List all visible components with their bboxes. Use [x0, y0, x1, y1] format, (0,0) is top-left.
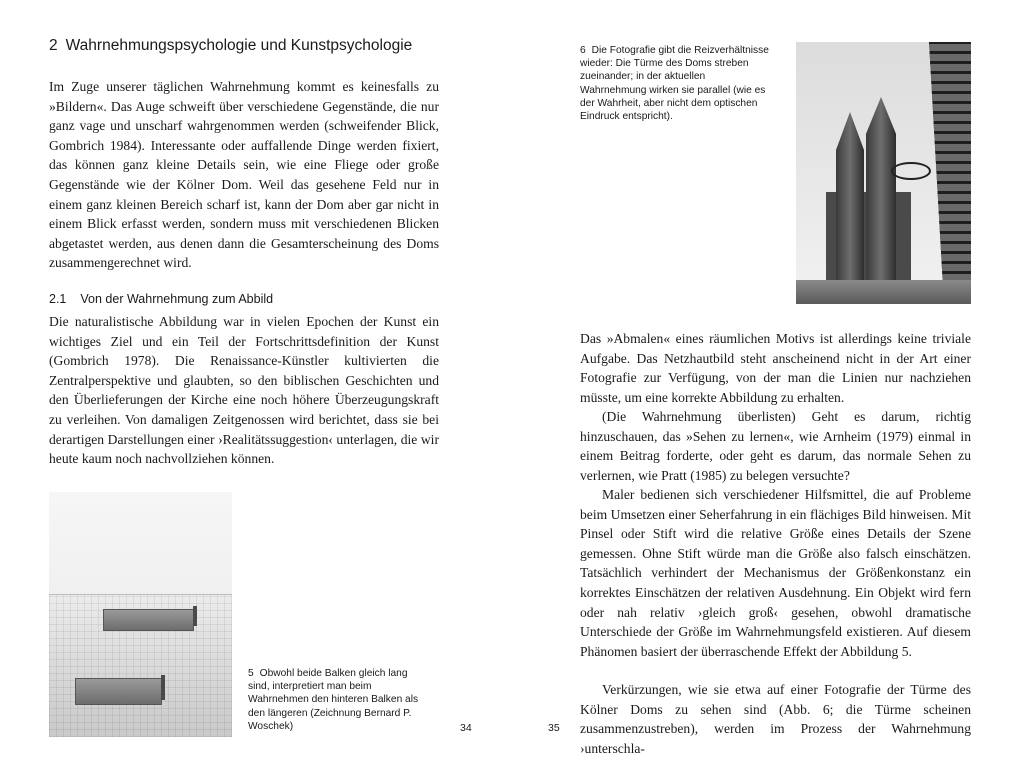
figure-5-beams-illustration	[49, 492, 232, 737]
page-number-left: 34	[460, 722, 472, 734]
horizon-line	[49, 594, 232, 595]
section-title: Von der Wahrnehmung zum Abbild	[80, 292, 274, 306]
figure-6-cologne-cathedral-photo	[796, 42, 971, 304]
figure-5-caption	[248, 667, 423, 733]
figure-6-number: 6	[580, 45, 586, 56]
figure-5-number: 5	[248, 668, 254, 679]
paragraph-intro: Im Zuge unserer täglichen Wahrnehmung kommt es keinesfalls zu »Bildern«. Das Auge schweift über verschiedene Gegenstände, die nur ganz vage und unscharf wahrgenommen werden (schweifender Blick, Gombrich 1984). Interessante oder auffallende Dinge werden fixiert, das können ganz kleine Details sein, wie eine Fliege oder große Gegenstände wie der Kölner Dom. Weil das gesehene Feld nur in einem ganz kleinen Bereich scharf ist, kann der Dom aber gar nicht in einem Blick erfasst werden, sondern muss mit verschiedenen Blicken abgetastet werden, aus denen dann die Gesamterscheinung des Doms zusammengerechnet wird.	[49, 79, 439, 271]
chapter-number: 2	[49, 37, 58, 54]
cathedral-tower-left	[836, 112, 864, 302]
front-beam	[75, 678, 162, 705]
right-paragraph-3: Maler bedienen sich verschiedener Hilfsmittel, die auf Probleme beim Umsetzen einer Seherfahrung in ein flächiges Bild hinweisen. Mit Pinsel oder Stift wird die relative Größe eines Details der Szene gemessen. Ohne Stift würde man die Größe also falsch einschätzen. Tatsächlich verhindert der Mechanismus der Größenkonstanz ein korrektes Einschätzen der relativen Ausdehnung. Ein Objekt wird fern oder nah relativ ›gleich groß‹ gesehen, obwohl dramatische Unterschiede der Größe im Wahrnehmungsfeld existieren. Auf diesem Phänomen basiert der überraschende Effekt der Abbildung 5.	[580, 487, 971, 659]
page-number-right: 35	[548, 722, 560, 734]
section-heading	[49, 292, 439, 306]
figure-6-caption	[580, 44, 770, 123]
cathedral-tower-right	[866, 97, 896, 302]
paragraph-section: Die naturalistische Abbildung war in vielen Epochen der Kunst ein wichtiges Ziel und ein Teil der Fortschrittsdefinition der Kunst (Gombrich 1978). Die Renaissance-Künstler kultivierten die Zentralperspektive und glaubten, so den biblischen Geschichten und den Überlieferungen der Kirche eine noch höhere Überzeugungskraft zu verleihen. Von damaligen Zeitgenossen wird berichtet, dass sie bei derartigen Darstellungen einer ›Realitätssuggestion‹ unterlagen, die wir heute kaum noch nachvollziehen können.	[49, 314, 439, 467]
section-number: 2.1	[49, 292, 67, 306]
figure-5-caption-text: Obwohl beide Balken gleich lang sind, interpretiert man beim Wahrnehmen den hinteren Balken als den längeren (Zeichnung Bernard P. Woschek)	[248, 668, 419, 732]
right-paragraph-2: (Die Wahrnehmung überlisten) Geht es darum, richtig hinzuschauen, das »Sehen zu lernen«, wie Arnheim (1979) einmal in einem Beitrag forderte, oder geht es darum, das normale Sehen zu verlernen, wie Pratt (1985) zu belegen versuchte?	[580, 409, 971, 483]
right-paragraph-1: Das »Abmalen« eines räumlichen Motivs ist allerdings keine triviale Aufgabe. Das Netzhautbild steht anscheinend nicht in der Art einer Fotografie zur Verfügung, von der man die Linien nur nachziehen müsste, um eine korrekte Abbildung zu erhalten.	[580, 331, 971, 405]
right-paragraph-4: Verkürzungen, wie sie etwa auf einer Fotografie der Türme des Kölner Doms zu sehen sind (Abb. 6; die Türme scheinen zusammenzustreben), werden im Prozess der Wahrnehmung ›unterschla-	[580, 682, 971, 756]
street-lamp	[891, 162, 931, 180]
plaza-ground	[796, 280, 971, 304]
chapter-heading	[49, 37, 449, 55]
figure-6-caption-text: Die Fotografie gibt die Reizverhältnisse wieder: Die Türme des Doms streben zueinander; in der aktuellen Wahrnehmung wirken sie parallel (wie es der Wahrheit, aber nicht dem optischen Eindruck entspricht).	[580, 45, 769, 123]
chapter-title: Wahrnehmungspsychologie und Kunstpsychologie	[65, 37, 413, 54]
back-beam	[103, 609, 194, 631]
